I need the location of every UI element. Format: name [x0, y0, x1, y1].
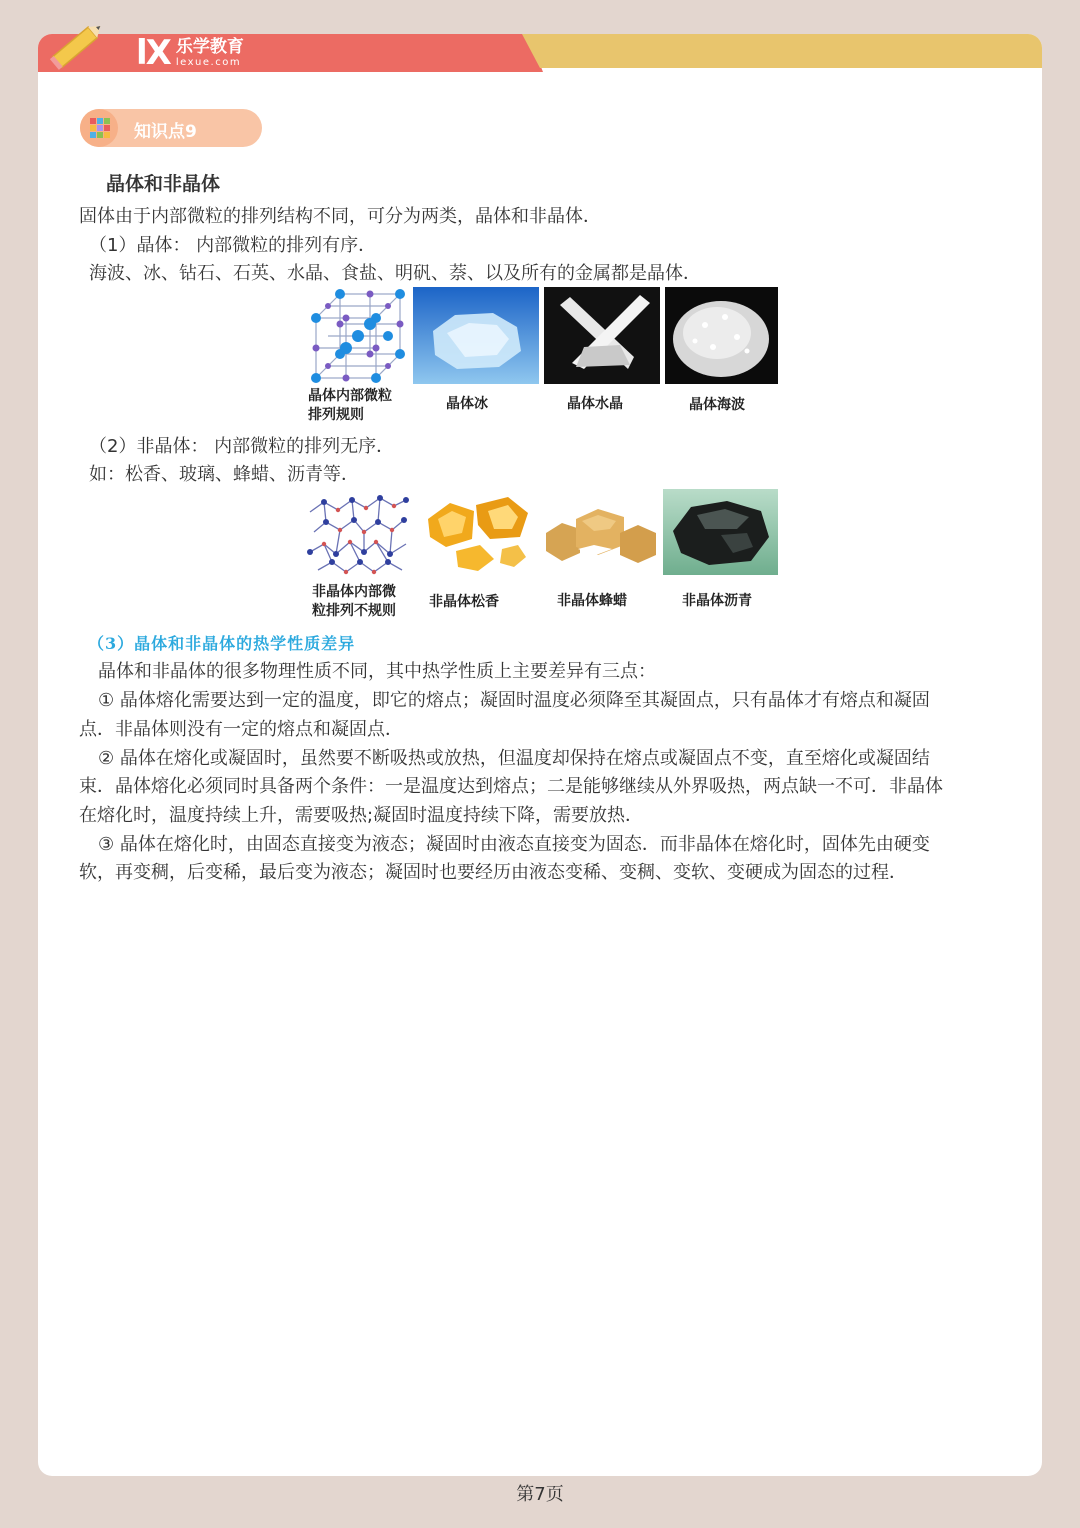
rosin-photo: [416, 489, 539, 575]
caption-rosin: 非晶体松香: [429, 594, 499, 610]
crystal-definition: （1）晶体： 内部微粒的排列有序．: [89, 235, 377, 256]
badge-label: 知识点9: [134, 122, 197, 142]
crystal-lattice-figure: [306, 288, 410, 384]
noncrystal-definition: （2）非晶体： 内部微粒的排列无序．: [89, 436, 395, 457]
crystal-examples: 海波、冰、钻石、石英、水晶、食盐、明矾、萘、以及所有的金属都是晶体．: [89, 263, 701, 284]
asphalt-photo: [663, 489, 778, 575]
paragraph-intro: 晶体和非晶体的很多物理性质不同，其中热学性质上主要差异有三点：: [98, 661, 656, 682]
paragraph-2-line-2: 束．晶体熔化必须同时具备两个条件：一是温度达到熔点；二是能够继续从外界吸热，两点缺一不可．非晶体: [79, 776, 943, 797]
noncrystal-examples: 如：松香、玻璃、蜂蜡、沥青等．: [89, 464, 359, 485]
caption-line: 排列规则: [308, 407, 364, 423]
pencil-icon: [48, 18, 108, 74]
header-banner-yellow: [522, 34, 1042, 68]
caption-asphalt: 非晶体沥青: [682, 593, 752, 609]
intro-text: 固体由于内部微粒的排列结构不同，可分为两类，晶体和非晶体．: [79, 206, 601, 227]
caption-ice: 晶体冰: [446, 396, 488, 412]
paragraph-3-line-1: ③ 晶体在熔化时，由固态直接变为液态；凝固时由液态直接变为固态．而非晶体在熔化时，固体先由硬变: [98, 834, 930, 855]
paragraph-1-line-1: ① 晶体熔化需要达到一定的温度，即它的熔点；凝固时温度必须降至其凝固点，只有晶体才有熔点和凝固: [98, 690, 930, 711]
hypo-photo: [665, 287, 778, 384]
caption-beeswax: 非晶体蜂蜡: [557, 593, 627, 609]
logo-mark: lX: [136, 33, 170, 73]
ice-photo: [413, 287, 539, 384]
paragraph-3-line-2: 软，再变稠，后变稀，最后变为液态；凝固时也要经历由液态变稀、变稠、变软、变硬成为固态的过程．: [79, 862, 907, 883]
caption-hypo: 晶体海波: [689, 397, 745, 413]
caption-line: 粒排列不规则: [312, 603, 396, 619]
caption-line: 晶体内部微粒: [308, 388, 392, 404]
caption-quartz: 晶体水晶: [567, 396, 623, 412]
grid-icon: [90, 118, 110, 138]
paragraph-1-line-2: 点．非晶体则没有一定的熔点和凝固点．: [79, 719, 403, 740]
caption-crystal-lattice: [308, 387, 392, 425]
beeswax-photo: [540, 489, 661, 575]
quartz-photo: [544, 287, 660, 384]
brand-name: 乐学教育: [175, 36, 244, 57]
thermal-differences-heading: （3）晶体和非晶体的热学性质差异: [88, 634, 356, 653]
paragraph-2-line-3: 在熔化时，温度持续上升，需要吸热;凝固时温度持续下降，需要放热．: [79, 805, 644, 826]
caption-amorphous-structure: [312, 583, 396, 621]
brand-domain: lexue.com: [175, 56, 242, 68]
page-number: 第7页: [516, 1484, 564, 1505]
paragraph-2-line-1: ② 晶体在熔化或凝固时，虽然要不断吸热或放热，但温度却保持在熔点或凝固点不变，直至熔化或凝固结: [98, 748, 930, 769]
caption-line: 非晶体内部微: [312, 584, 396, 600]
brand-logo: [136, 33, 244, 73]
section-title: 晶体和非晶体: [106, 173, 221, 195]
amorphous-structure-figure: [306, 492, 410, 576]
header-banner-red: [38, 34, 543, 72]
